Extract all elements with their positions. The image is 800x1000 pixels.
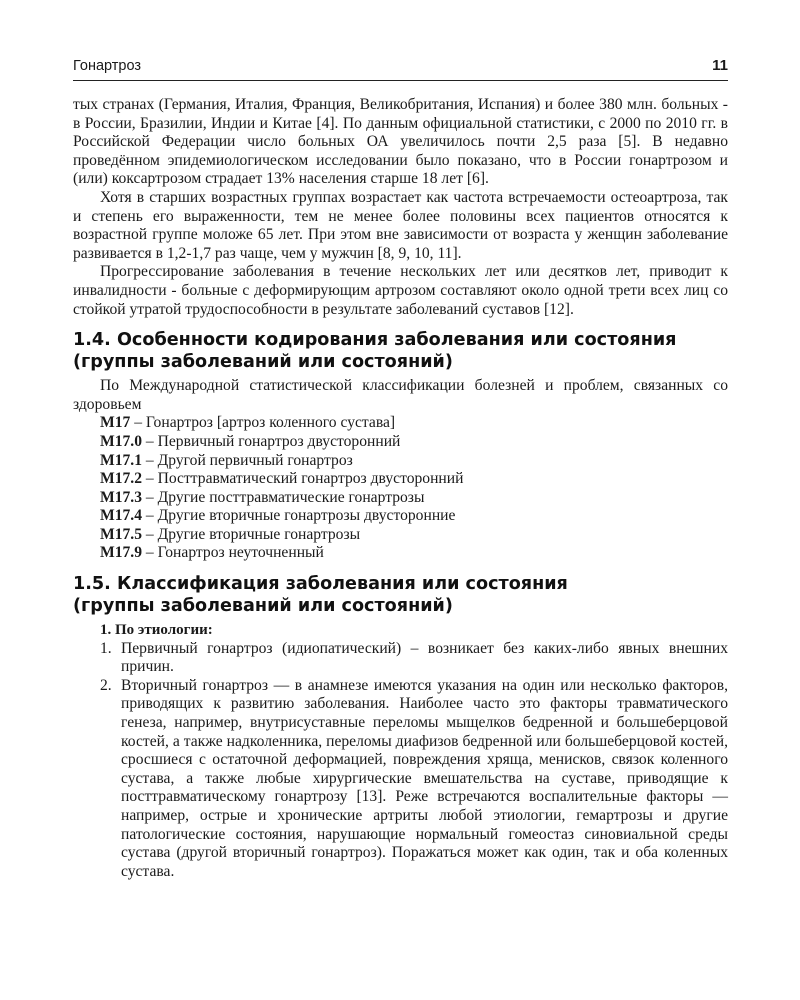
icd-description: – Другие посттравматические гонартрозы	[142, 488, 425, 506]
list-item	[100, 433, 728, 452]
item-text: Вторичный гонартроз — в анамнезе имеются указания на один или несколько факторов, приводящих к развитию заболевания. Наиболее часто это факторы травматического генеза, например, внутрисуставные переломы мыщелков бедренной и большеберцовой костей, а также надколенника, переломы диафизов бедренной или большеберцовой костей, сросшиеся с остаточной деформацией, повреждения хряща, менисков, связок коленного сустава, а также любые хирургические вмешательства на суставе, приводящие к посттравматическому гонартрозу [13]. Реже встречаются воспалительные факторы — например, острые и хронические артриты любой этиологии, гемартрозы и другие патологические состояния, нарушающие нормальный гомеостаз синовиальной среды сустава (другой вторичный гонартроз). Поражаться может как один, так и оба коленных сустава.	[121, 676, 728, 880]
icd-description: – Гонартроз [артроз коленного сустава]	[130, 414, 396, 432]
list-item	[73, 677, 728, 882]
list-item	[100, 507, 728, 526]
icd-code: M17.9	[100, 544, 143, 562]
page-body	[73, 96, 728, 881]
running-header	[73, 56, 728, 81]
icd-code: M17.2	[100, 470, 143, 488]
icd-description: – Другие вторичные гонартрозы двусторонние	[142, 507, 456, 525]
section-heading-1-4	[73, 329, 728, 373]
page-number: 11	[712, 57, 728, 74]
list-item	[100, 544, 728, 563]
item-text: Первичный гонартроз (идиопатический) – возникает без каких-либо явных внешних причин.	[121, 639, 728, 676]
icd-code: M17.4	[100, 507, 143, 525]
paragraph-progression: Прогрессирование заболевания в течение нескольких лет или десятков лет, приводит к инвалидности - больные с деформирующим артрозом составляют около одной трети всех лиц со стойкой утратой трудоспособности в результате заболеваний суставов [12].	[73, 263, 728, 318]
header-title: Гонартроз	[73, 58, 142, 74]
list-item	[100, 526, 728, 545]
icd-intro: По Международной статистической классификации болезней и проблем, связанных со здоровьем	[73, 377, 728, 413]
list-item	[100, 489, 728, 508]
icd-description: – Гонартроз неуточненный	[142, 544, 324, 562]
item-number: 1.	[100, 639, 112, 657]
section-heading-1-4-line2: (группы заболеваний или состояний)	[73, 352, 453, 373]
item-number: 2.	[100, 676, 112, 694]
list-item	[73, 640, 728, 677]
list-item	[100, 470, 728, 489]
icd-code: M17.1	[100, 451, 143, 469]
icd-description: – Первичный гонартроз двусторонний	[142, 432, 401, 450]
etiology-list	[73, 640, 728, 882]
icd-code: M17.5	[100, 525, 143, 543]
icd-code-list	[73, 414, 728, 563]
list-item	[100, 452, 728, 471]
etiology-subheading: 1. По этиологии:	[100, 622, 213, 639]
icd-description: – Другой первичный гонартроз	[142, 451, 353, 469]
list-item	[100, 414, 728, 433]
icd-description: – Посттравматический гонартроз двусторонний	[142, 470, 464, 488]
section-heading-1-5-line2: (группы заболеваний или состояний)	[73, 596, 453, 617]
section-heading-1-4-line1: 1.4. Особенности кодирования заболевания или состояния	[73, 330, 677, 351]
icd-description: – Другие вторичные гонартрозы	[142, 525, 361, 543]
section-heading-1-5	[73, 573, 728, 617]
paragraph-continuation: тых странах (Германия, Италия, Франция, Великобритания, Испания) и более 380 млн. больных - в России, Бразилии, Индии и Китае [4]. По данным официальной статистики, с 2000 по 2010 гг. в Российской Федерации число больных ОА увеличилось почти 2,5 раза [5]. В недавно проведённом эпидемиологическом исследовании было показано, что в России гонартрозом и (или) коксартрозом страдает 13% населения старше 18 лет [6].	[73, 96, 728, 188]
icd-code: M17	[100, 414, 131, 432]
section-heading-1-5-line1: 1.5. Классификация заболевания или состояния	[73, 574, 568, 595]
icd-code: M17.3	[100, 488, 143, 506]
icd-code: M17.0	[100, 432, 143, 450]
paragraph-age-groups: Хотя в старших возрастных группах возрастает как частота встречаемости остеоартроза, так и степень его выраженности, тем не менее более половины всех пациентов относятся к возрастной группе моложе 65 лет. При этом вне зависимости от возраста у женщин заболевание развивается в 1,2-1,7 раз чаще, чем у мужчин [8, 9, 10, 11].	[73, 188, 728, 262]
